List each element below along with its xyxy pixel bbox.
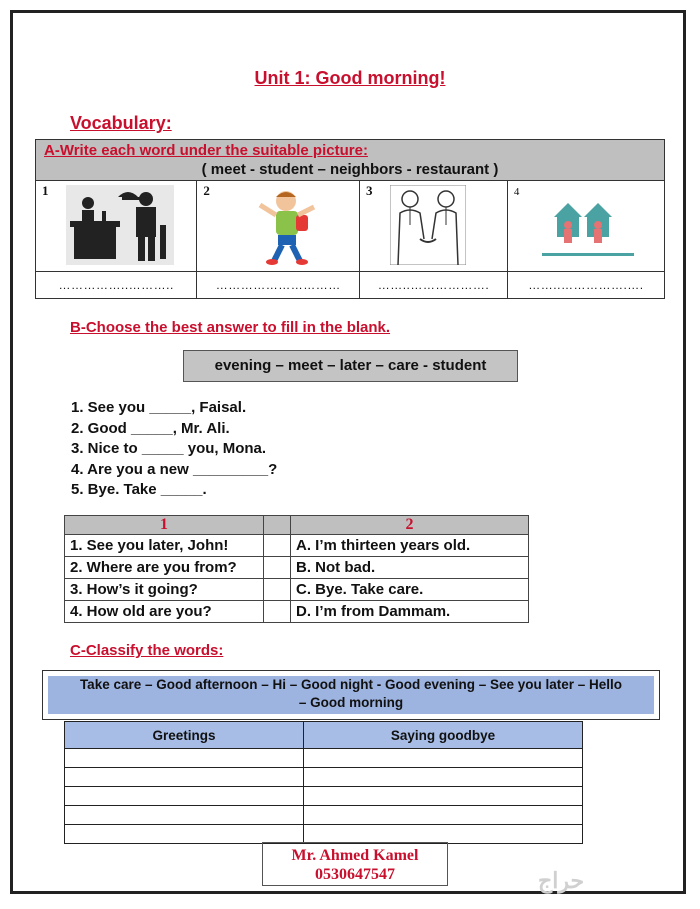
match-left: 4. How old are you? <box>65 601 264 623</box>
picture-cell-1 <box>36 181 197 272</box>
waiter-restaurant-icon <box>66 185 174 265</box>
question-item: 3. Nice to _____ you, Mona. <box>71 440 267 458</box>
greetings-cell[interactable] <box>65 806 304 825</box>
goodbye-cell[interactable] <box>304 768 583 787</box>
match-left: 1. See you later, John! <box>65 535 264 557</box>
table-row <box>65 535 529 557</box>
table-row <box>65 557 529 579</box>
match-right: D. I’m from Dammam. <box>291 601 529 623</box>
goodbye-cell[interactable] <box>304 787 583 806</box>
match-answer-cell[interactable] <box>264 601 291 623</box>
handshake-meet-icon <box>390 185 466 265</box>
vocabulary-table <box>35 139 665 299</box>
table-row <box>65 825 583 844</box>
answer-blank-3[interactable]: ……..………………. <box>360 272 508 299</box>
picture-number: 1 <box>42 183 49 198</box>
picture-number: 3 <box>366 183 373 198</box>
match-right: A. I’m thirteen years old. <box>291 535 529 557</box>
question-item: 5. Bye. Take _____. <box>71 481 207 499</box>
teacher-phone: 0530647547 <box>315 866 395 883</box>
match-right: C. Bye. Take care. <box>291 579 529 601</box>
section-b-word-box: evening – meet – later – care - student <box>183 350 518 382</box>
table-row <box>65 579 529 601</box>
section-c-heading: C-Classify the words: <box>70 642 224 659</box>
section-a-header <box>36 140 665 181</box>
neighbors-houses-icon <box>542 195 634 257</box>
picture-cell-3 <box>360 181 508 272</box>
watermark: حراج <box>538 868 585 893</box>
match-header-blank <box>264 516 291 535</box>
match-answer-cell[interactable] <box>264 535 291 557</box>
question-item: 4. Are you a new _________? <box>71 460 278 478</box>
goodbye-cell[interactable] <box>304 749 583 768</box>
table-row <box>65 806 583 825</box>
greetings-cell[interactable] <box>65 768 304 787</box>
column-header-saying-goodbye: Saying goodbye <box>304 722 583 749</box>
table-row <box>65 601 529 623</box>
answer-blank-1[interactable]: ……………..……….. <box>36 272 197 299</box>
classify-word-box <box>42 670 660 720</box>
match-right: B. Not bad. <box>291 557 529 579</box>
greetings-cell[interactable] <box>65 787 304 806</box>
answer-blank-2[interactable]: ………………………… <box>197 272 360 299</box>
section-b-heading: B-Choose the best answer to fill in the blank. <box>70 319 391 336</box>
picture-number: 2 <box>203 183 210 198</box>
matching-table <box>64 515 529 623</box>
student-boy-icon <box>252 187 322 265</box>
page-title: Unit 1: Good morning! <box>254 68 446 88</box>
table-row <box>65 768 583 787</box>
column-header-greetings: Greetings <box>65 722 304 749</box>
question-item: 1. See you _____, Faisal. <box>71 399 247 416</box>
classify-words-line-1: Take care – Good afternoon – Hi – Good night - Good evening – See you later – Hello <box>79 677 623 692</box>
goodbye-cell[interactable] <box>304 825 583 844</box>
greetings-cell[interactable] <box>65 825 304 844</box>
match-header-2: 2 <box>291 516 529 535</box>
vocabulary-heading: Vocabulary: <box>70 113 172 133</box>
teacher-name: Mr. Ahmed Kamel <box>291 847 419 864</box>
section-a-word-list: ( meet - student – neighbors - restaurant ) <box>201 161 499 178</box>
picture-cell-2 <box>197 181 360 272</box>
match-answer-cell[interactable] <box>264 579 291 601</box>
table-row <box>65 749 583 768</box>
greetings-cell[interactable] <box>65 749 304 768</box>
question-item: 2. Good _____, Mr. Ali. <box>71 419 230 437</box>
table-row <box>65 787 583 806</box>
goodbye-cell[interactable] <box>304 806 583 825</box>
classify-table <box>64 721 583 844</box>
classify-words-line-2: – Good morning <box>298 695 404 710</box>
match-answer-cell[interactable] <box>264 557 291 579</box>
teacher-signature-box <box>262 842 448 886</box>
picture-cell-4 <box>507 181 664 272</box>
fill-in-questions <box>71 398 277 501</box>
match-header-1: 1 <box>65 516 264 535</box>
classify-word-list <box>48 676 654 714</box>
picture-number: 4 <box>513 186 520 198</box>
answer-blank-4[interactable]: ……..…………….…. <box>507 272 664 299</box>
match-left: 3. How’s it going? <box>65 579 264 601</box>
match-left: 2. Where are you from? <box>65 557 264 579</box>
section-a-title: A-Write each word under the suitable picture: <box>44 142 368 159</box>
